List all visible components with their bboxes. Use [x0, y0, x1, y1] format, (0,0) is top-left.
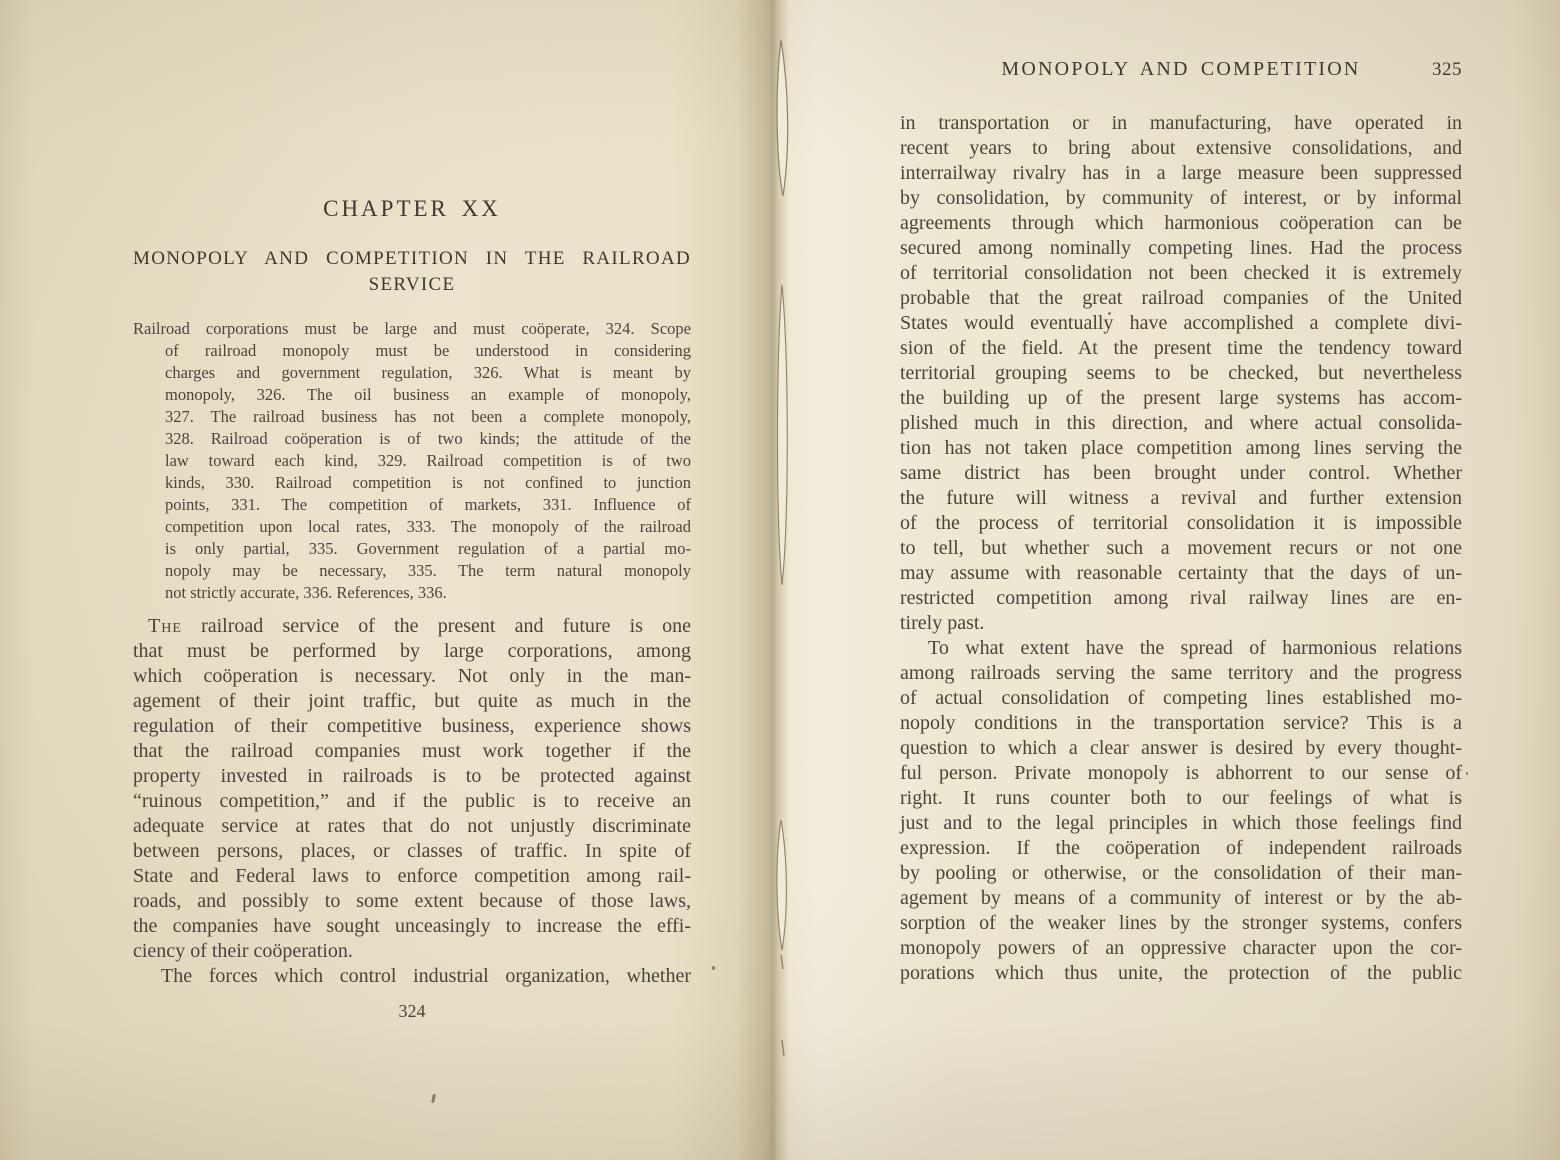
text-line: by consolidation, by community of interest, or by informal — [900, 187, 1462, 209]
ink-speck — [431, 1094, 436, 1103]
text-line: law toward each kind, 329. Railroad competition is of two — [165, 451, 691, 470]
paragraph-2-lines — [133, 964, 691, 989]
binding-stitches — [755, 0, 825, 1160]
text-line: which coöperation is necessary. Not only in the man- — [133, 665, 691, 687]
text-line: interrailway rivalry has in a large measure been suppressed — [900, 162, 1462, 184]
text-line: of the process of territorial consolidation it is impossible — [900, 512, 1462, 534]
text-line: ciency of their coöperation. — [133, 940, 353, 962]
chapter-title-line2: SERVICE — [368, 274, 456, 295]
text-line: roads, and possibly to some extent because of those laws, — [133, 890, 691, 912]
text-line: Railroad corporations must be large and must coöperate, 324. Scope — [133, 319, 691, 338]
text-line: secured among nominally competing lines. Had the process — [900, 237, 1462, 259]
text-line: expression. If the coöperation of independent railroads — [900, 837, 1462, 859]
text-line: property invested in railroads is to be protected against — [133, 765, 691, 787]
text-line: of actual consolidation of competing lines established mo- — [900, 687, 1462, 709]
text-line: of territorial consolidation not been checked it is extremely — [900, 262, 1462, 284]
running-head — [900, 58, 1462, 81]
text-line: right. It runs counter both to our feelings of what is — [900, 787, 1462, 809]
ink-speck — [712, 966, 715, 970]
text-line: the companies have sought unceasingly to increase the effi- — [133, 915, 691, 937]
text-line: monopoly, 326. The oil business an example of monopoly, — [165, 385, 691, 404]
chapter-title-line1: MONOPOLY AND COMPETITION IN THE RAILROAD — [133, 248, 691, 269]
text-line: that must be performed by large corporations, among — [133, 640, 691, 662]
text-line: by pooling or otherwise, or the consolidation of their man- — [900, 862, 1462, 884]
text-line: restricted competition among rival railway lines are en- — [900, 587, 1462, 609]
text-line: tion has not taken place competition among lines serving the — [900, 437, 1462, 459]
text-line: probable that the great railroad companies of the United — [900, 287, 1462, 309]
text-line: agement of their joint traffic, but quite as much in the — [133, 690, 691, 712]
text-line: regulation of their competitive business, experience shows — [133, 715, 691, 737]
text-line: between persons, places, or classes of traffic. In spite of — [133, 840, 691, 862]
text-line: The forces which control industrial organization, whether — [161, 965, 691, 987]
text-line: to tell, but whether such a movement recurs or not one — [900, 537, 1462, 559]
text-line: agement by means of a community of interest or by the ab- — [900, 887, 1462, 909]
text-line: just and to the legal principles in which those feelings find — [900, 812, 1462, 834]
lead-word: The — [148, 615, 182, 637]
ink-speck — [1466, 772, 1468, 775]
chapter-title — [133, 248, 691, 296]
text-line: among railroads serving the same territory and the progress — [900, 662, 1462, 684]
text-line: question to which a clear answer is desired by every thought- — [900, 737, 1462, 759]
text-line: points, 331. The competition of markets, 331. Influence of — [165, 495, 691, 514]
left-page — [133, 196, 691, 1022]
page-number-right: 325 — [1432, 59, 1462, 80]
text-line: nopoly may be necessary, 335. The term natural monopoly — [165, 561, 691, 580]
first-line-text: railroad service of the present and future is one — [201, 615, 692, 637]
running-head-title: MONOPOLY AND COMPETITION — [1001, 58, 1361, 80]
chapter-label: CHAPTER XX — [323, 196, 501, 221]
text-line: agreements through which harmonious coöperation can be — [900, 212, 1462, 234]
left-page-body — [133, 614, 691, 989]
text-line: competition upon local rates, 333. The monopoly of the railroad — [165, 517, 691, 536]
text-line: tirely past. — [900, 612, 985, 634]
text-line: sion of the field. At the present time the tendency toward — [900, 337, 1462, 359]
right-page — [900, 58, 1462, 986]
text-line: plished much in this direction, and where actual consolida- — [900, 412, 1462, 434]
paragraph-2-lines — [900, 636, 1462, 986]
text-line: recent years to bring about extensive consolidations, and — [900, 137, 1462, 159]
text-line: of railroad monopoly must be understood in considering — [165, 341, 691, 360]
text-line: may assume with reasonable certainty that the days of un- — [900, 562, 1462, 584]
text-line: not strictly accurate, 336. References, 336. — [165, 583, 447, 602]
text-line: 327. The railroad business has not been a complete monopoly, — [165, 407, 691, 426]
text-line: sorption of the weaker lines by the stronger systems, confers — [900, 912, 1462, 934]
text-line: the future will witness a revival and further extension — [900, 487, 1462, 509]
paragraph-1-lines — [900, 111, 1462, 636]
text-line: that the railroad companies must work together if the — [133, 740, 691, 762]
text-line: territorial grouping seems to be checked, but nevertheless — [900, 362, 1462, 384]
text-line: nopoly conditions in the transportation service? This is a — [900, 712, 1462, 734]
text-line: To what extent have the spread of harmonious relations — [928, 637, 1462, 659]
text-line: same district has been brought under control. Whether — [900, 462, 1462, 484]
text-line: “ruinous competition,” and if the public is to receive an — [133, 790, 691, 812]
paragraph-1-lines — [133, 639, 691, 964]
text-line: ful person. Private monopoly is abhorrent to our sense of — [900, 762, 1462, 784]
right-page-body — [900, 111, 1462, 986]
text-line: charges and government regulation, 326. What is meant by — [165, 363, 691, 382]
text-line: in transportation or in manufacturing, have operated in — [900, 112, 1462, 134]
text-line: porations which thus unite, the protection of the public — [900, 962, 1462, 984]
text-line: 328. Railroad coöperation is of two kinds; the attitude of the — [165, 429, 691, 448]
text-line: States would eventually have accomplished a complete divi- — [900, 312, 1462, 334]
text-line: the building up of the present large systems has accom- — [900, 387, 1462, 409]
page-number-left: 324 — [398, 1001, 426, 1021]
text-line: monopoly powers of an oppressive character upon the cor- — [900, 937, 1462, 959]
text-line: kinds, 330. Railroad competition is not confined to junction — [165, 473, 691, 492]
text-line: is only partial, 335. Government regulation of a partial mo- — [165, 539, 691, 558]
paragraph-first-line — [133, 614, 691, 639]
chapter-synopsis — [133, 318, 691, 604]
text-line: adequate service at rates that do not unjustly discriminate — [133, 815, 691, 837]
text-line: State and Federal laws to enforce competition among rail- — [133, 865, 691, 887]
